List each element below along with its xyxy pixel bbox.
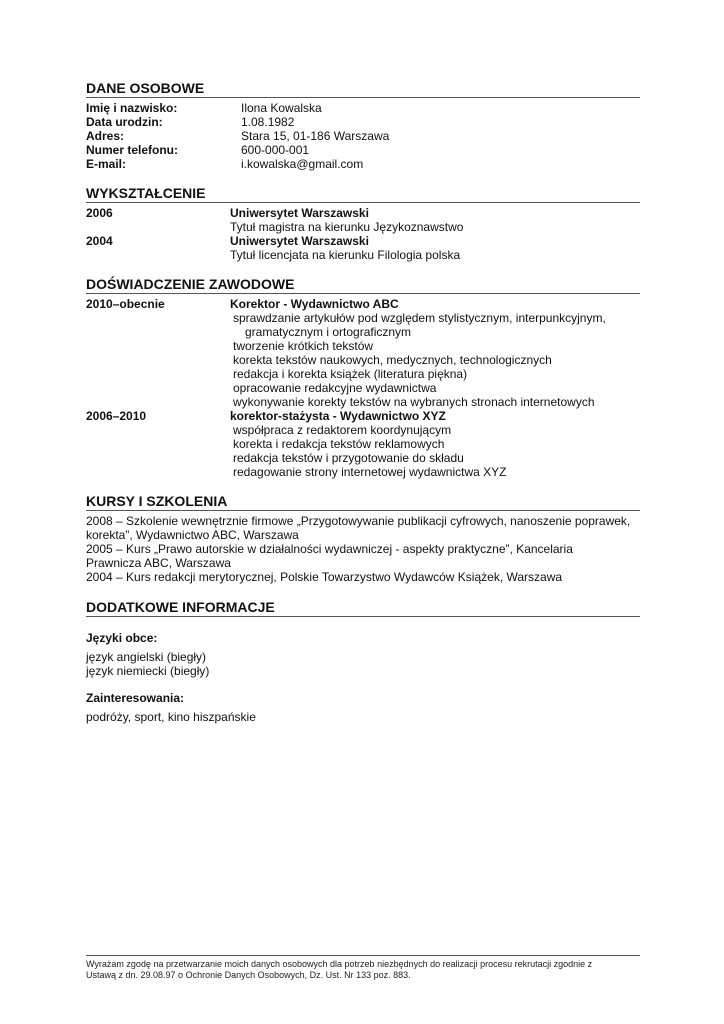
education-school: Uniwersytet Warszawski [230,206,369,220]
job-duty: wykonywanie korekty tekstów na wybranych stronach internetowych [233,395,595,409]
interests-text: podróży, sport, kino hiszpańskie [86,710,256,724]
field-row-address [86,129,640,143]
job-position: Korektor - Wydawnictwo ABC [230,297,399,311]
consent-line: Wyrażam zgodę na przetwarzanie moich danych osobowych dla potrzeb niezbędnych do realizacji procesu rekrutacji zgodnie z [86,959,593,969]
job-duty: korekta tekstów naukowych, medycznych, technologicznych [233,353,552,367]
education-section [86,185,640,262]
job-duty: sprawdzanie artykułów pod względem stylistycznym, interpunkcyjnym, [233,311,606,325]
languages-title: Języki obce: [86,631,158,645]
course-line: Prawnicza ABC, Warszawa [86,556,231,570]
field-label: Adres: [86,129,125,143]
field-value: Stara 15, 01-186 Warszawa [241,129,390,143]
job-duty: korekta i redakcja tekstów reklamowych [233,437,445,451]
field-value: i.kowalska@gmail.com [241,157,364,171]
field-value: 600-000-001 [241,143,310,157]
field-row-birthdate [86,115,640,129]
field-label: Imię i nazwisko: [86,101,178,115]
experience-title: DOŚWIADCZENIE ZAWODOWE [86,276,640,294]
job-position: korektor-stażysta - Wydawnictwo XYZ [230,409,446,423]
field-label: Numer telefonu: [86,143,179,157]
field-row-phone [86,143,640,157]
courses-title: KURSY I SZKOLENIA [86,493,640,511]
education-year: 2004 [86,234,113,248]
additional-info-title: DODATKOWE INFORMACJE [86,599,640,617]
job-duty: redakcja tekstów i przygotowanie do składu [233,451,464,465]
education-school: Uniwersytet Warszawski [230,234,369,248]
job-duty: gramatycznym i ortograficznym [245,325,412,339]
field-row-email [86,157,640,171]
education-entry [86,234,640,262]
field-label: E-mail: [86,157,127,171]
field-value: Ilona Kowalska [241,101,322,115]
job-entry [86,409,640,479]
course-line: 2005 – Kurs „Prawo autorskie w działalności wydawniczej - aspekty praktyczne”, Kancelaria [86,542,573,556]
education-degree: Tytuł licencjata na kierunku Filologia polska [230,248,461,262]
course-line: 2008 – Szkolenie wewnętrznie firmowe „Przygotowywanie publikacji cyfrowych, nanoszenie poprawek, [86,514,631,528]
job-duty: współpraca z redaktorem koordynującym [233,423,452,437]
personal-data-section [86,80,640,171]
job-duty: opracowanie redakcyjne wydawnictwa [233,381,437,395]
education-degree: Tytuł magistra na kierunku Językoznawstwo [230,220,464,234]
course-line: 2004 – Kurs redakcji merytorycznej, Polskie Towarzystwo Wydawców Książek, Warszawa [86,570,563,584]
courses-section [86,493,640,584]
field-label: Data urodzin: [86,115,163,129]
experience-section [86,276,640,479]
language-item: język niemiecki (biegły) [86,664,210,678]
job-period: 2006–2010 [86,409,147,423]
personal-data-title: DANE OSOBOWE [86,80,640,98]
education-entry [86,206,640,234]
job-duty: tworzenie krótkich tekstów [233,339,374,353]
education-year: 2006 [86,206,113,220]
job-entry [86,297,640,409]
course-line: korekta”, Wydawnictwo ABC, Warszawa [86,528,299,542]
field-row-name [86,101,640,115]
language-item: język angielski (biegły) [86,650,207,664]
job-duty: redakcja i korekta książek (literatura piękna) [233,367,468,381]
job-period: 2010–obecnie [86,297,165,311]
interests-title: Zainteresowania: [86,691,185,705]
additional-info-section [86,599,640,724]
consent-footer [86,955,640,981]
consent-line: Ustawą z dn. 29.08.97 o Ochronie Danych Osobowych, Dz. Ust. Nr 133 poz. 883. [86,970,411,980]
field-value: 1.08.1982 [241,115,295,129]
job-duty: redagowanie strony internetowej wydawnictwa XYZ [233,465,507,479]
education-title: WYKSZTAŁCENIE [86,185,640,203]
